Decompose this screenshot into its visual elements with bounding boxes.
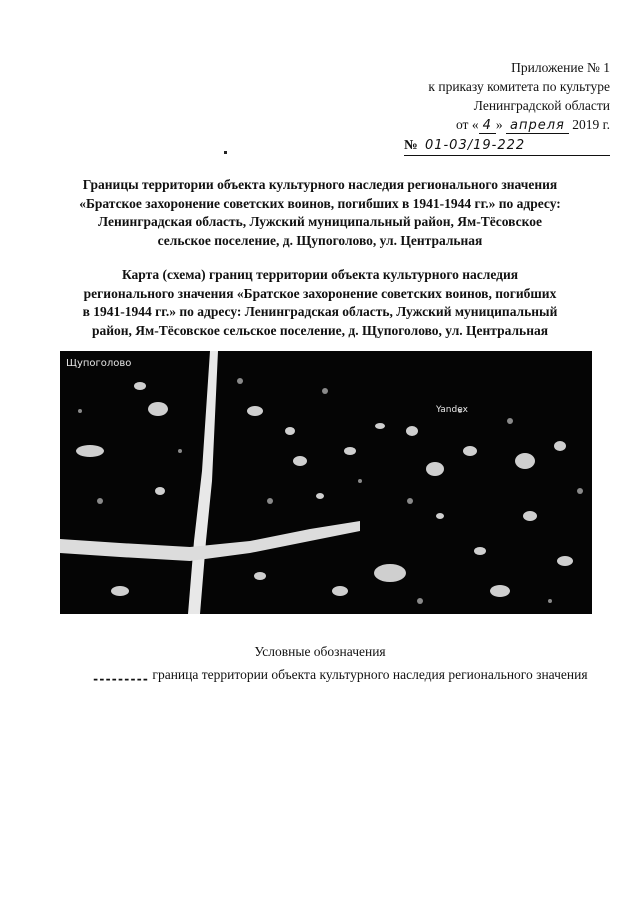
appendix-block [350, 58, 610, 156]
boundary-line-symbol: --------- [92, 672, 149, 686]
map-provider-label: Yandex [436, 405, 468, 415]
number-label: № [404, 137, 418, 152]
document-heading [40, 176, 600, 250]
heading-line: Границы территории объекта культурного наследия регионального значения [82, 177, 558, 192]
date-prefix: от « [455, 117, 479, 132]
map-caption [40, 266, 600, 340]
legend-title: Условные обозначения [254, 644, 386, 659]
appendix-date-line [350, 115, 610, 135]
map-village-label: Щупоголово [66, 358, 132, 369]
heading-line: Ленинградская область, Лужский муниципальный район, Ям-Тёсовское [98, 214, 542, 229]
date-day: 4 [479, 118, 496, 134]
appendix-number-line [350, 135, 610, 156]
appendix-title: Приложение № 1 [511, 60, 610, 75]
caption-line: Карта (схема) границ территории объекта культурного наследия [121, 267, 519, 282]
satellite-map [60, 351, 592, 614]
appendix-order-line: к приказу комитета по культуре [428, 79, 610, 94]
date-month: апреля [506, 118, 569, 134]
date-mid: » [495, 117, 503, 132]
date-year: 2019 г. [572, 117, 610, 132]
caption-line: регионального значения «Братское захоронение советских воинов, погибших [83, 285, 557, 301]
map-image [60, 351, 592, 614]
caption-line: в 1941-1944 гг.» по адресу: Ленинградская область, Лужский муниципальный [82, 304, 558, 319]
stray-mark [224, 151, 227, 154]
heading-line: сельское поселение, д. Щупоголово, ул. Центральная [157, 232, 483, 248]
number-value: 01-03/19-222 [424, 138, 526, 153]
heading-line: «Братское захоронение советских воинов, погибших в 1941-1944 гг.» по адресу: [79, 195, 561, 211]
caption-line: район, Ям-Тёсовское сельское поселение, д. Щупоголово, ул. Центральная [91, 322, 549, 338]
legend-item-text: граница территории объекта культурного наследия регионального значения [152, 667, 588, 682]
appendix-region-line: Ленинградской области [473, 98, 610, 113]
